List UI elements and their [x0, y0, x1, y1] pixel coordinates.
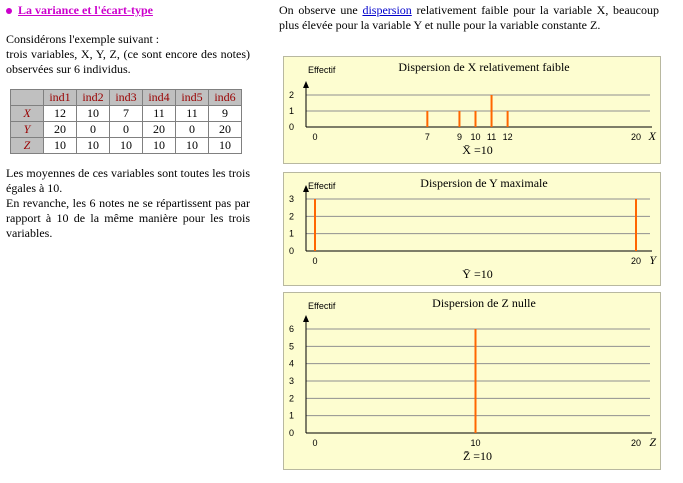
y-axis-arrow [303, 315, 309, 322]
y-tick-label: 5 [288, 341, 294, 352]
means-paragraph: Les moyennes de ces variables sont toutes les trois égales à 10. [6, 166, 250, 195]
table-cell: 11 [143, 106, 176, 122]
table-cell: 0 [110, 122, 143, 138]
right-text-before: On observe une [279, 3, 363, 17]
chart-mean-label: Z̄ =10 [462, 449, 493, 463]
table-cell: 11 [176, 106, 209, 122]
y-tick-label: 1 [288, 228, 294, 239]
section-heading [6, 3, 250, 18]
y-tick-label: 2 [288, 393, 294, 404]
chart-ylabel: Effectif [308, 65, 336, 75]
table-cell: 10 [176, 138, 209, 154]
table-cell: 0 [176, 122, 209, 138]
y-tick-label: 4 [288, 358, 294, 369]
y-tick-label: 2 [288, 211, 294, 222]
x-tick-label: 20 [630, 438, 642, 448]
chart-y [283, 172, 661, 286]
chart-xlabel: Z [649, 435, 656, 449]
intro-line-1: Considérons l'exemple suivant : [6, 32, 160, 46]
chart-x-svg [284, 57, 660, 163]
right-paragraph [279, 3, 659, 33]
y-tick-label: 1 [288, 106, 294, 116]
table-cell: 10 [209, 138, 242, 154]
section-title[interactable]: La variance et l'écart-type [18, 3, 153, 17]
x-tick-label: 0 [312, 438, 318, 448]
table-cell: 10 [44, 138, 77, 154]
x-tick-label: 0 [312, 256, 318, 266]
y-tick-label: 0 [288, 428, 294, 438]
table-cell: 10 [77, 106, 110, 122]
y-tick-label: 1 [288, 410, 294, 421]
row-label: X [11, 106, 44, 122]
right-text-after: relativement faible pour la variable X, beaucoup plus élevée pour la variable Y et nulle pour la variable constante Z. [279, 3, 660, 32]
row-label: Z [11, 138, 44, 154]
chart-mean-label: Ȳ =10 [462, 267, 493, 281]
table-cell: 9 [209, 106, 242, 122]
table-cell: 20 [209, 122, 242, 138]
right-intro [279, 3, 659, 33]
bullet-icon [6, 8, 12, 14]
table-cell: 10 [77, 138, 110, 154]
table-row [11, 106, 242, 122]
table-cell: 20 [44, 122, 77, 138]
row-label: Y [11, 122, 44, 138]
chart-mean-label: X̄ =10 [462, 143, 493, 157]
chart-title: Dispersion de Z nulle [432, 296, 536, 310]
table-header-cell: ind4 [143, 90, 176, 106]
y-tick-label: 3 [288, 194, 294, 204]
y-tick-label: 0 [288, 122, 294, 132]
table-cell: 10 [143, 138, 176, 154]
table-cell: 12 [44, 106, 77, 122]
dispersion-link[interactable]: dispersion [362, 3, 412, 17]
chart-ylabel: Effectif [308, 181, 336, 191]
x-tick-label: 20 [630, 256, 642, 266]
x-tick-label: 12 [502, 132, 513, 142]
y-tick-label: 3 [288, 376, 294, 386]
table-cell: 7 [110, 106, 143, 122]
table-row [11, 138, 242, 154]
table-cell: 20 [143, 122, 176, 138]
chart-xlabel: X [648, 129, 656, 143]
table-header-cell: ind5 [176, 90, 209, 106]
chart-y-svg [284, 173, 660, 285]
table-corner [11, 90, 44, 106]
y-axis-arrow [303, 81, 309, 88]
chart-title: Dispersion de X relativement faible [398, 60, 570, 74]
chart-title: Dispersion de Y maximale [420, 176, 548, 190]
table-cell: 10 [110, 138, 143, 154]
x-tick-label: 10 [470, 132, 481, 142]
table-header-cell: ind1 [44, 90, 77, 106]
x-tick-label: 9 [456, 132, 462, 142]
distribution-paragraph: En revanche, les 6 notes ne se répartissent pas par rapport à 10 de la même manière pour les trois variables. [6, 196, 250, 240]
y-tick-label: 0 [288, 246, 294, 256]
table-header-cell: ind2 [77, 90, 110, 106]
chart-z [283, 292, 661, 470]
table-row [11, 122, 242, 138]
chart-z-svg [284, 293, 660, 469]
chart-x [283, 56, 661, 164]
x-tick-label: 10 [470, 438, 481, 448]
table-header-cell: ind6 [209, 90, 242, 106]
table-cell: 0 [77, 122, 110, 138]
data-table [10, 89, 242, 154]
table-header-cell: ind3 [110, 90, 143, 106]
y-tick-label: 2 [288, 90, 294, 100]
left-column [6, 3, 250, 241]
x-tick-label: 0 [312, 132, 318, 142]
x-tick-label: 11 [486, 132, 497, 142]
table-header-row [11, 90, 242, 106]
intro-line-2: trois variables, X, Y, Z, (ce sont encore des notes) observées sur 6 individus. [6, 47, 250, 76]
chart-xlabel: Y [649, 253, 656, 267]
x-tick-label: 20 [630, 132, 642, 142]
chart-ylabel: Effectif [308, 301, 336, 311]
x-tick-label: 7 [424, 132, 430, 142]
y-tick-label: 6 [288, 324, 294, 334]
